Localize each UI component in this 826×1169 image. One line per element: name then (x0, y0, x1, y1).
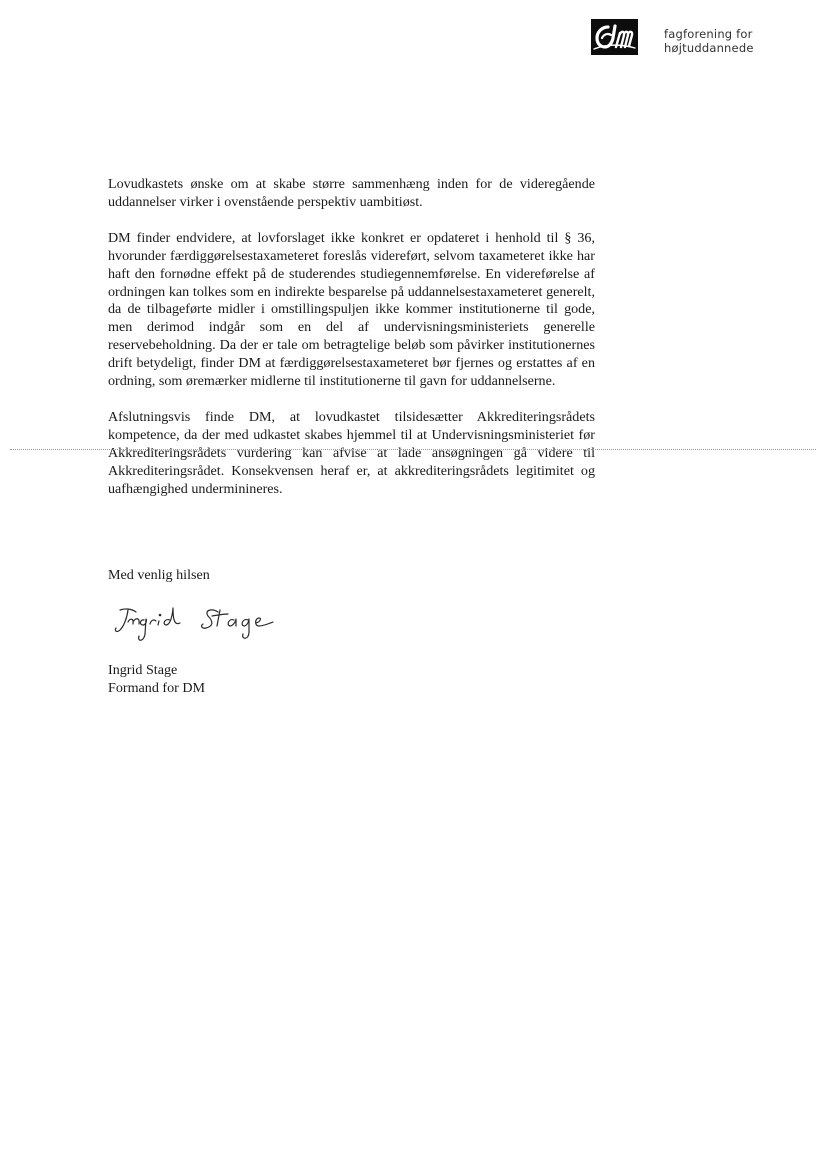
letter-body (108, 176, 595, 499)
dm-logo (591, 19, 638, 55)
paragraph-2: DM finder endvidere, at lovforslaget ikke konkret er opdateret i henhold til § 36, hvorunder færdiggørelsestaxameteret foreslås videreført, selvom taxameteret ikke har haft den fornødne effekt på de studerendes studiegennemførelse. En videreførelse af ordningen kan tolkes som en indirekte besparelse på uddannelsestaxameteret generelt, da de tilbageførte midler i omstillingspuljen ikke kommer institutionerne til gode, men derimod indgår som en del af undervisningsministeriets generelle reservebeholdning. Da der er tale om betragtelige beløb som påvirker institutionernes drift betydeligt, finder DM at færdiggørelsestaxameteret bør fjernes og erstattes af en ordning, som øremærker midlerne til institutionerne til gavn for uddannelserne. (108, 229, 595, 390)
paragraph-3: Afslutningsvis finde DM, at lovudkastet tilsidesætter Akkrediteringsrådets kompetence, da der med udkastet skabes hjemmel til at Undervisningsministeriet før Akkrediteringsrådets vurdering kan afvise at lade ansøgningen gå videre til Akkrediteringsrådet. Konsekvensen heraf er, at akkrediteringsrådets legitimitet og uafhængighed underminineres. (108, 408, 595, 497)
org-name-line1: fagforening for (664, 27, 753, 41)
paragraph-1: Lovudkastets ønske om at skabe større sammenhæng inden for de videregående uddannelser virker i ovenstående perspektiv uambitiøst. (108, 176, 595, 210)
org-name-line2: højtuddannede (664, 41, 754, 55)
handwritten-signature (110, 600, 280, 656)
scan-fold-line (10, 449, 816, 450)
org-name (664, 27, 754, 55)
closing-greeting: Med venlig hilsen (108, 567, 210, 583)
signer-block (108, 662, 205, 698)
signer-title: Formand for DM (108, 679, 206, 696)
signer-name: Ingrid Stage (108, 662, 178, 678)
